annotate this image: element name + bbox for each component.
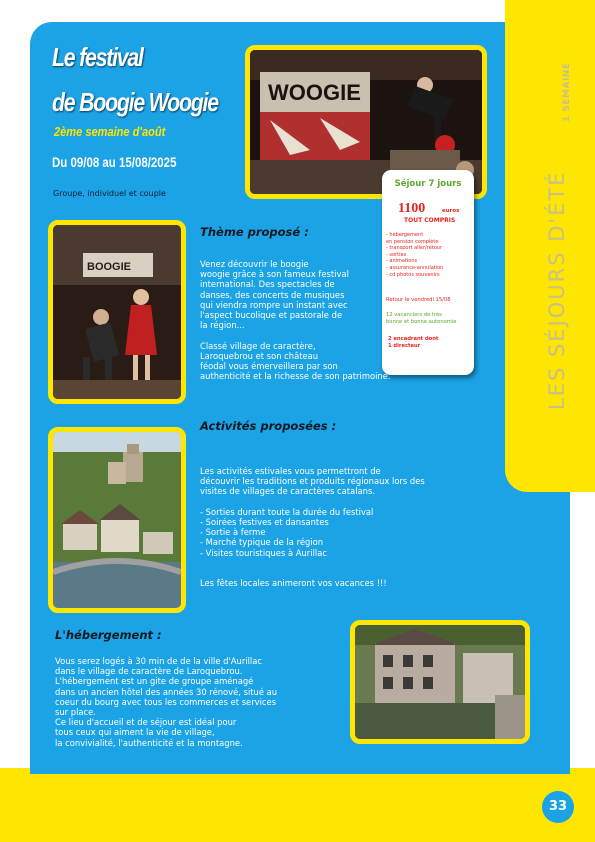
group-info-line: 12 vacanciers de très (386, 312, 442, 318)
text-line: qui viendra rompre un instant avec (200, 299, 348, 310)
text-line (200, 558, 425, 568)
dancers-photo (48, 220, 186, 404)
side-week-label: 1 SEMAINE (562, 62, 572, 122)
text-line: la région... (200, 320, 245, 331)
village-castle-photo (48, 427, 186, 613)
includes-item: - transport aller/retour (386, 245, 443, 252)
lodging-illustration (355, 625, 525, 739)
price-card (382, 170, 474, 375)
svg-text:WOOGIE: WOOGIE (268, 80, 361, 105)
staff-info (388, 336, 480, 350)
text-line: - Visites touristiques à Aurillac (200, 547, 327, 558)
price-amount: 1100 (398, 201, 426, 216)
text-line: découvrir les traditions et produits régionaux lors des (200, 476, 425, 487)
text-line: Les activités estivales vous permettront de (200, 466, 381, 476)
bottom-yellow-band (0, 768, 595, 842)
return-info: Retour le vendredi 15/08 (386, 297, 451, 303)
text-line: sur place. (55, 706, 96, 717)
text-line (200, 330, 391, 340)
page-title-line-1: Le festival (52, 42, 143, 72)
group-info (386, 312, 478, 326)
side-section-title: LES SÉJOURS D'ÉTÉ (545, 170, 569, 410)
lodging-section-text (55, 656, 277, 748)
text-line: Laroquebrou et son château (200, 350, 319, 361)
text-line: international. Des spectacles de (200, 279, 335, 290)
text-line: Les fêtes locales animeront vos vacances !!! (200, 578, 387, 589)
page-number: 33 (542, 791, 574, 823)
text-line: L'hébergement est un gite de groupe aménagé (55, 676, 254, 687)
text-line: Venez découvrir le boogie (200, 259, 309, 269)
includes-item: - hébergement (386, 232, 424, 238)
theme-section-text (200, 259, 391, 381)
text-line: tous ceux qui aiment la vie de village, (55, 727, 215, 738)
includes-item: en pension complète (386, 238, 439, 245)
group-info-line: bonne et bonne autonomie (386, 319, 457, 325)
dancers-illustration (53, 225, 181, 399)
staff-info-line: 2 encadrant dont (388, 336, 439, 342)
text-line: - Marché typique de la région (200, 537, 324, 548)
audience-label: Groupe, individuel et couple (53, 189, 166, 198)
text-line: - Soirées festives et dansantes (200, 516, 329, 527)
text-line (200, 497, 425, 507)
text-line: Classé village de caractère, (200, 340, 316, 351)
lodging-building-photo (350, 620, 530, 744)
activities-section-text (200, 466, 425, 588)
activities-section-title: Activités proposées : (200, 419, 337, 433)
includes-item: - animations (386, 258, 418, 265)
text-line: la convivialité, l'authenticité et la montagne. (55, 737, 243, 748)
includes-list (386, 232, 478, 278)
text-line: dans un ancien hôtel des années 30 rénové, situé au (55, 686, 278, 697)
svg-text:BOOGIE: BOOGIE (87, 261, 132, 273)
text-line: l'aspect bucolique et pastorale de (200, 309, 343, 320)
text-line: féodal vous émerveillera par son (200, 360, 338, 371)
page-title-line-2: de Boogie Woogie (52, 87, 218, 117)
text-line: Ce lieu d'accueil et de séjour est idéal pour (55, 717, 237, 728)
stay-duration: Séjour 7 jours (394, 179, 462, 189)
lodging-section-title: L'hébergement : (55, 628, 162, 642)
text-line: authenticité et la richesse de son patrimoine. (200, 371, 391, 382)
includes-item: - assurance-annulation (386, 264, 444, 271)
text-line: Vous serez logés à 30 min de de la ville d'Aurillac (55, 656, 262, 666)
price-currency: euros (442, 208, 460, 214)
text-line: visites de villages de caractères catalans. (200, 486, 375, 497)
village-illustration (53, 432, 181, 608)
text-line (200, 568, 425, 578)
text-line: woogie grâce à son fameux festival (200, 269, 349, 280)
page-subtitle: 2ème semaine d'août (54, 124, 166, 139)
stay-dates: Du 09/08 au 15/08/2025 (52, 154, 177, 170)
includes-item: - sorties (386, 251, 407, 258)
text-line: dans le village de caractère de Laroquebrou. (55, 666, 243, 677)
theme-section-title: Thème proposé : (200, 225, 309, 239)
text-line: danses, des concerts de musiques (200, 289, 345, 300)
text-line: - Sorties durant toute la durée du festival (200, 506, 374, 517)
includes-item: - cd photos souvenirs (386, 271, 440, 278)
text-line: coeur du bourg avec tous les commerces et services (55, 696, 277, 707)
staff-info-line: 1 directeur (388, 343, 421, 349)
text-line: - Sortie à ferme (200, 527, 266, 538)
price-all-included: TOUT COMPRIS (404, 217, 456, 224)
